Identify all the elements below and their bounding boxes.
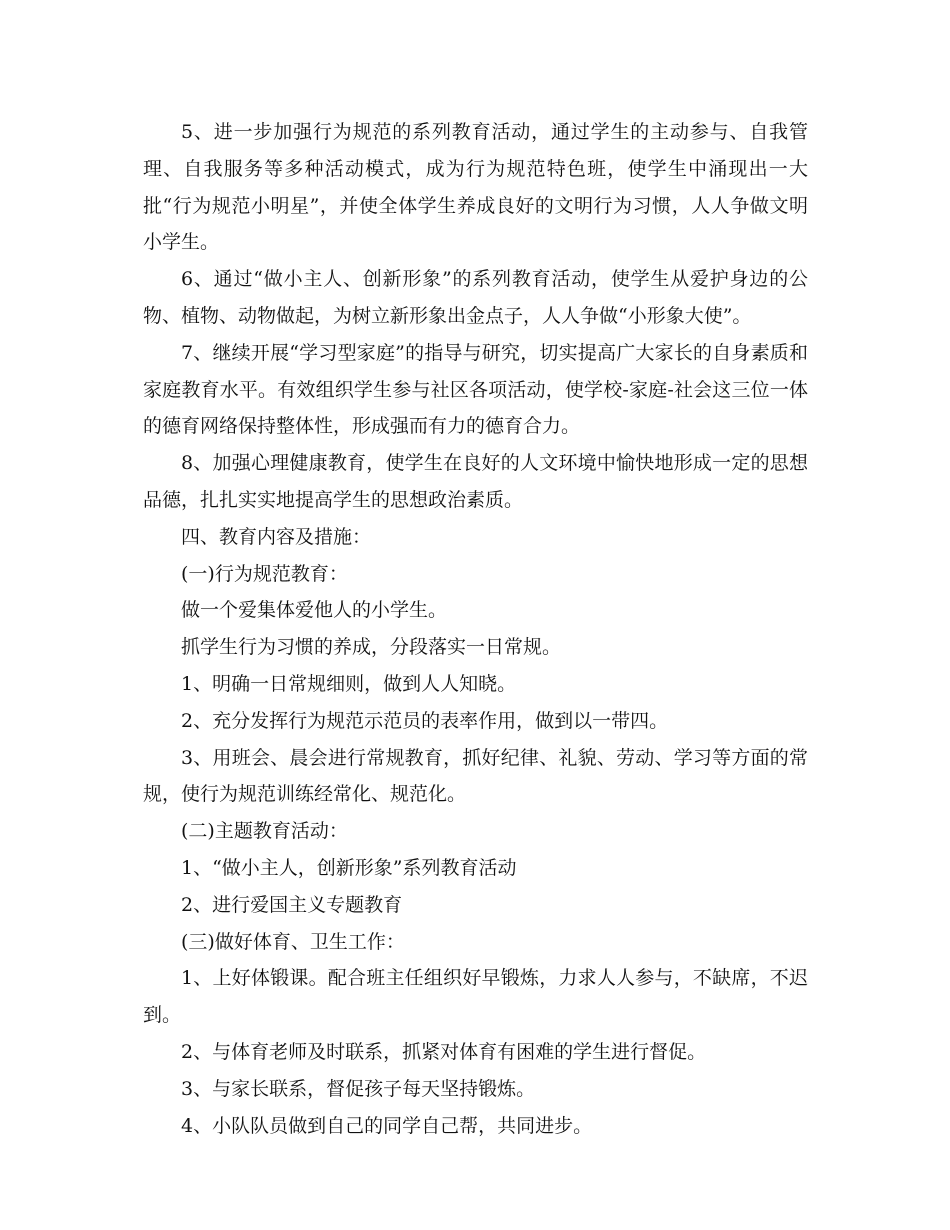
list-item: 3、用班会、晨会进行常规教育，抓好纪律、礼貌、劳动、学习等方面的常规，使行为规范训练经常化、规范化。 (143, 746, 808, 806)
subsection-heading-1: (一)行为规范教育： (181, 562, 348, 585)
list-item: 1、明确一日常规细则，做到人人知晓。 (181, 672, 517, 695)
paragraph-goal-6: 6、通过“做小主人、创新形象”的系列教育活动，使学生从爱护身边的公物、植物、动物做起，为树立新形象出金点子，人人争做“小形象大使”。 (143, 268, 808, 327)
paragraph-goal-5: 5、进一步加强行为规范的系列教育活动，通过学生的主动参与、自我管理、自我服务等多种活动模式，成为行为规范特色班，使学生中涌现出一大批“行为规范小明星”，并使全体学生养成良好的文明行为习惯，人人争做文明小学生。 (143, 121, 808, 254)
list-item: 2、充分发挥行为规范示范员的表率作用，做到以一带四。 (181, 709, 669, 732)
list-item: 4、小队队员做到自己的同学自己帮，共同进步。 (181, 1114, 593, 1137)
list-item: 2、进行爱国主义专题教育 (181, 893, 403, 916)
document-body (143, 114, 808, 1144)
section-heading-4: 四、教育内容及措施： (181, 525, 372, 548)
list-item: 1、“做小主人，创新形象”系列教育活动 (181, 856, 517, 879)
paragraph-goal-7: 7、继续开展“学习型家庭”的指导与研究，切实提高广大家长的自身素质和家庭教育水平。有效组织学生参与社区各项活动，使学校-家庭-社会这三位一体的德育网络保持整体性，形成强而有力的德育合力。 (143, 341, 808, 438)
paragraph-text: 抓学生行为习惯的养成，分段落实一日常规。 (181, 636, 562, 659)
list-item: 1、上好体锻课。配合班主任组织好早锻炼，力求人人参与，不缺席，不迟到。 (143, 967, 808, 1027)
paragraph-goal-8: 8、加强心理健康教育，使学生在良好的人文环境中愉快地形成一定的思想品德，扎扎实实地提高学生的思想政治素质。 (143, 452, 808, 511)
subsection-heading-3: (三)做好体育、卫生工作： (181, 930, 405, 953)
subsection-heading-2: (二)主题教育活动： (181, 820, 348, 843)
list-item: 2、与体育老师及时联系，抓紧对体育有困难的学生进行督促。 (181, 1040, 707, 1063)
paragraph-text: 做一个爱集体爱他人的小学生。 (181, 599, 448, 622)
list-item: 3、与家长联系，督促孩子每天坚持锻炼。 (181, 1077, 536, 1100)
